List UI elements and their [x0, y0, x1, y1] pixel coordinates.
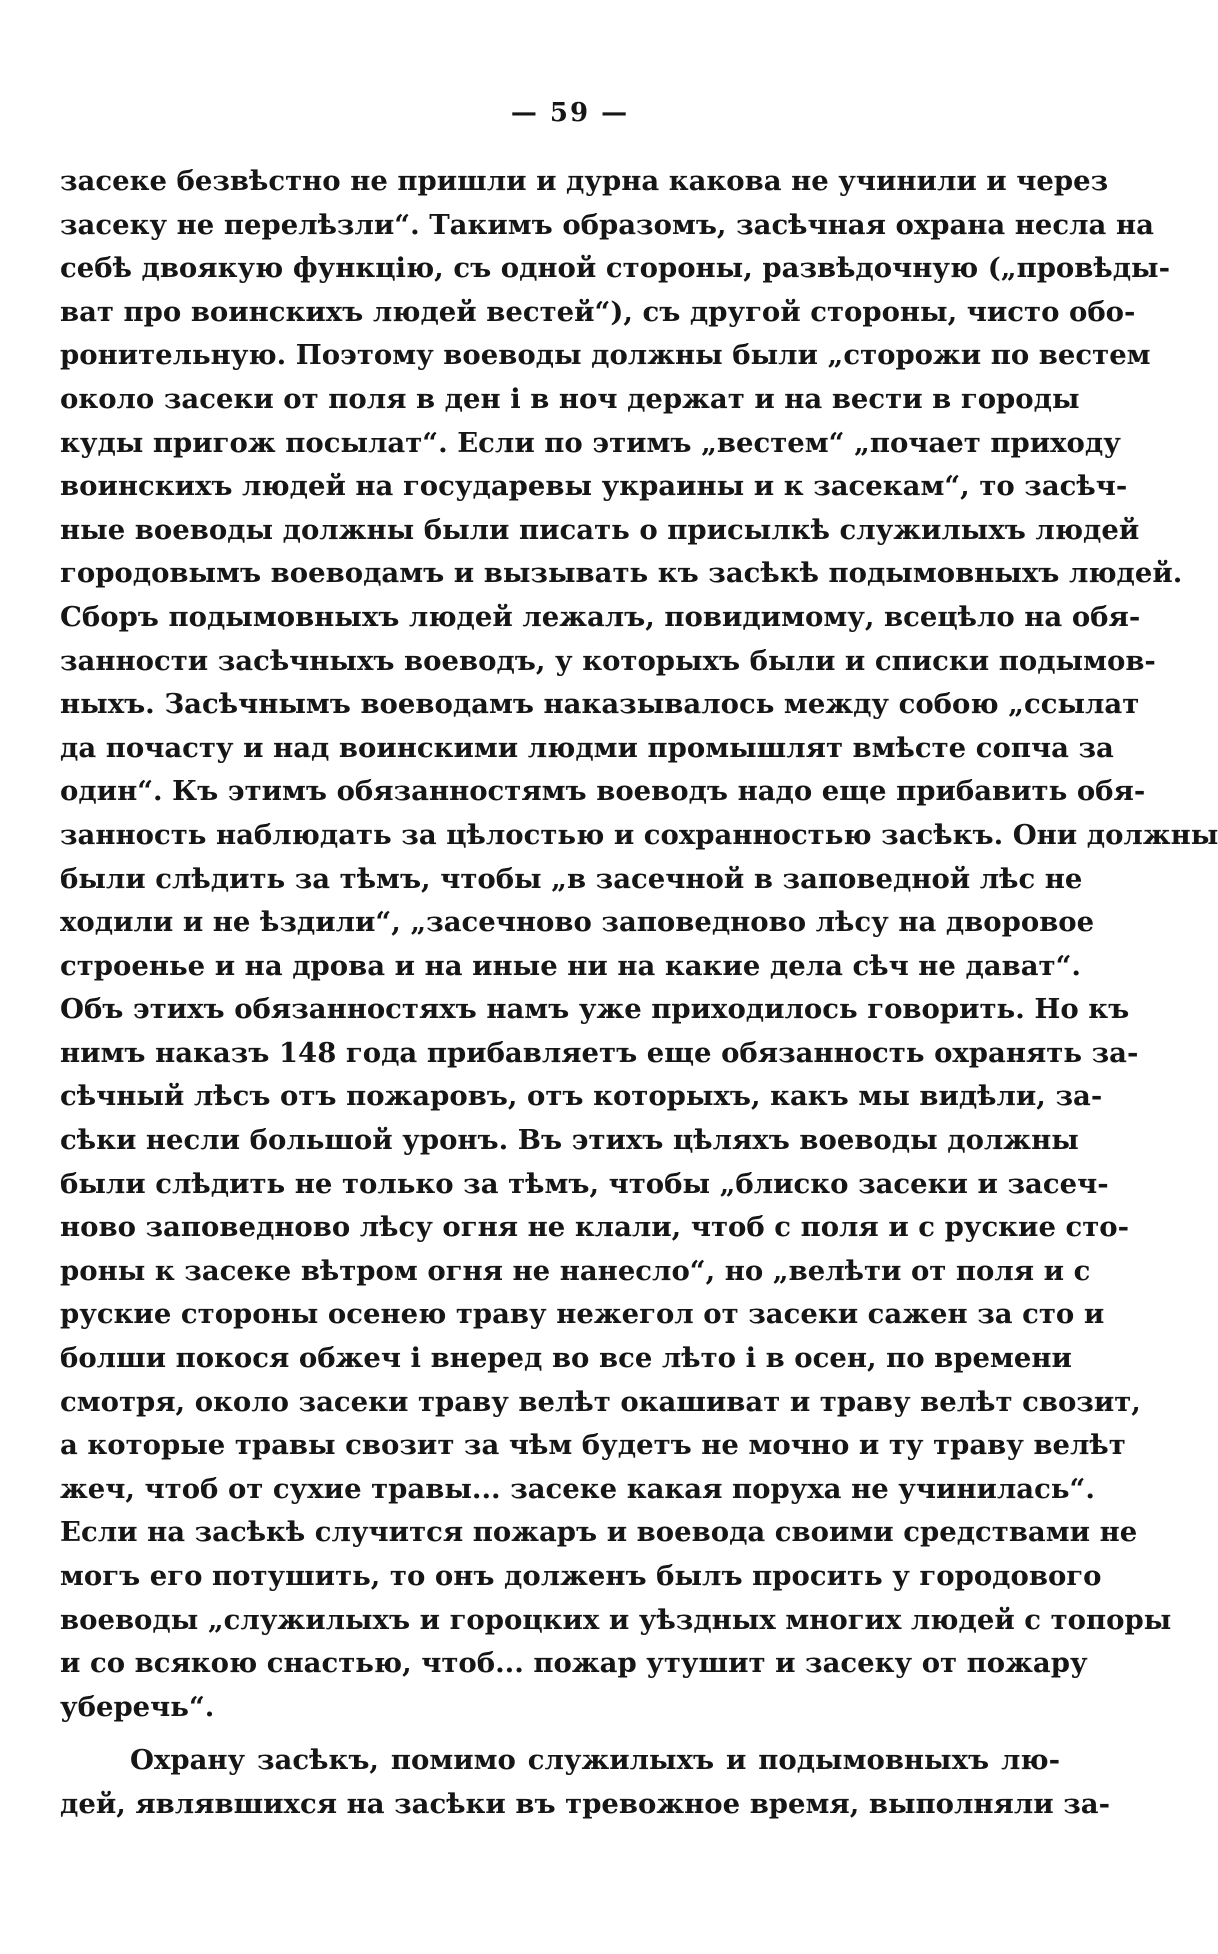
text-line: засеке безвѣстно не пришли и дурна какова не учинили и через — [60, 165, 1109, 197]
text-line: роны к засеке вѣтром огня не нанесло“, но „велѣти от поля и с — [60, 1254, 1091, 1287]
text-line: были слѣдить за тѣмъ, чтобы „в засечной в заповедной лѣс не — [60, 862, 1083, 895]
text-line: куды пригож посылат“. Если по этимъ „вестем“ „почает приходу — [60, 426, 1121, 459]
text-line: ново заповедново лѣсу огня не клали, чтоб с поля и с руские сто- — [60, 1211, 1130, 1244]
text-line: были слѣдить не только за тѣмъ, чтобы „блиско засеки и засеч- — [60, 1167, 1109, 1200]
text-line: сѣчный лѣсъ отъ пожаровъ, отъ которыхъ, какъ мы видѣли, за- — [60, 1080, 1103, 1113]
text-line: воинскихъ людей на государевы украины и к засекам“, то засѣч- — [60, 470, 1128, 503]
text-line: ные воеводы должны были писать о присылкѣ служилыхъ людей — [60, 513, 1140, 546]
text-line: ходили и не ѣздили“, „засечново заповедново лѣсу на дворовое — [60, 906, 1095, 939]
text-line: около засеки от поля в ден і в ноч держат и на вести в городы — [60, 382, 1080, 415]
text-line: ронительную. Поэтому воеводы должны были „сторожи по вестем — [60, 339, 1151, 372]
paragraph — [60, 160, 1218, 1729]
text-line: руские стороны осенею траву нежегол от засеки сажен за сто и — [60, 1298, 1105, 1331]
text-line: городовымъ воеводамъ и вызывать къ засѣкѣ подымовныхъ людей. — [60, 557, 1183, 590]
text-line: занности засѣчныхъ воеводъ, у которыхъ были и списки подымов- — [60, 644, 1156, 677]
text-line: себѣ двоякую функцію, съ одной стороны, развѣдочную („провѣды- — [60, 252, 1171, 285]
text-line: дей, являвшихся на засѣки въ тревожное время, выполняли за- — [60, 1787, 1110, 1820]
text-line: один“. Къ этимъ обязанностямъ воеводъ надо еще прибавить обя- — [60, 775, 1146, 808]
text-line: засеку не перелѣзли“. Такимъ образомъ, засѣчная охрана несла на — [60, 208, 1154, 241]
text-line: строенье и на дрова и на иные ни на какие дела сѣч не дават“. — [60, 949, 1081, 982]
text-line: болши покося обжеч і внеред во все лѣто і в осен, по времени — [60, 1342, 1072, 1375]
text-line: смотря, около засеки траву велѣт окашиват и траву велѣт свозит, — [60, 1385, 1141, 1418]
text-line: Объ этихъ обязанностяхъ намъ уже приходилось говорить. Но къ — [60, 993, 1130, 1026]
text-line: уберечь“. — [60, 1690, 215, 1723]
text-line: жеч, чтоб от сухие травы... засеке какая поруха не учинилась“. — [60, 1472, 1095, 1505]
text-line: воеводы „служилыхъ и гороцких и уѣздных многих людей с топоры — [60, 1603, 1172, 1636]
text-line: Сборъ подымовныхъ людей лежалъ, повидимому, всецѣло на обя- — [60, 600, 1141, 633]
text-line: могъ его потушить, то онъ долженъ былъ просить у городового — [60, 1560, 1102, 1592]
paragraph — [60, 1739, 1110, 1826]
text-line: да почасту и над воинскими людми промышлят вмѣсте сопча за — [60, 731, 1114, 764]
text-line: а которые травы свозит за чѣм будетъ не мочно и ту траву велѣт — [60, 1429, 1126, 1462]
paragraph-gap — [60, 1729, 1060, 1739]
text-line: и со всякою снастью, чтоб... пожар утушит и засеку от пожару — [60, 1647, 1088, 1680]
text-line: Если на засѣкѣ случится пожаръ и воевода своими средствами не — [60, 1516, 1138, 1549]
text-line: ват про воинскихъ людей вестей“), съ другой стороны, чисто обо- — [60, 295, 1136, 328]
page-number: — 59 — — [510, 98, 630, 128]
text-line: сѣки несли большой уронъ. Въ этихъ цѣляхъ воеводы должны — [60, 1124, 1079, 1157]
text-line: нимъ наказъ 148 года прибавляетъ еще обязанность охранять за- — [60, 1036, 1139, 1069]
text-line: Охрану засѣкъ, помимо служилыхъ и подымовныхъ лю- — [130, 1744, 1060, 1777]
text-line: занность наблюдать за цѣлостью и сохранностью засѣкъ. Они должны — [60, 818, 1218, 851]
text-line: ныхъ. Засѣчнымъ воеводамъ наказывалось между собою „ссылат — [60, 688, 1140, 721]
body-text — [60, 160, 1218, 1827]
